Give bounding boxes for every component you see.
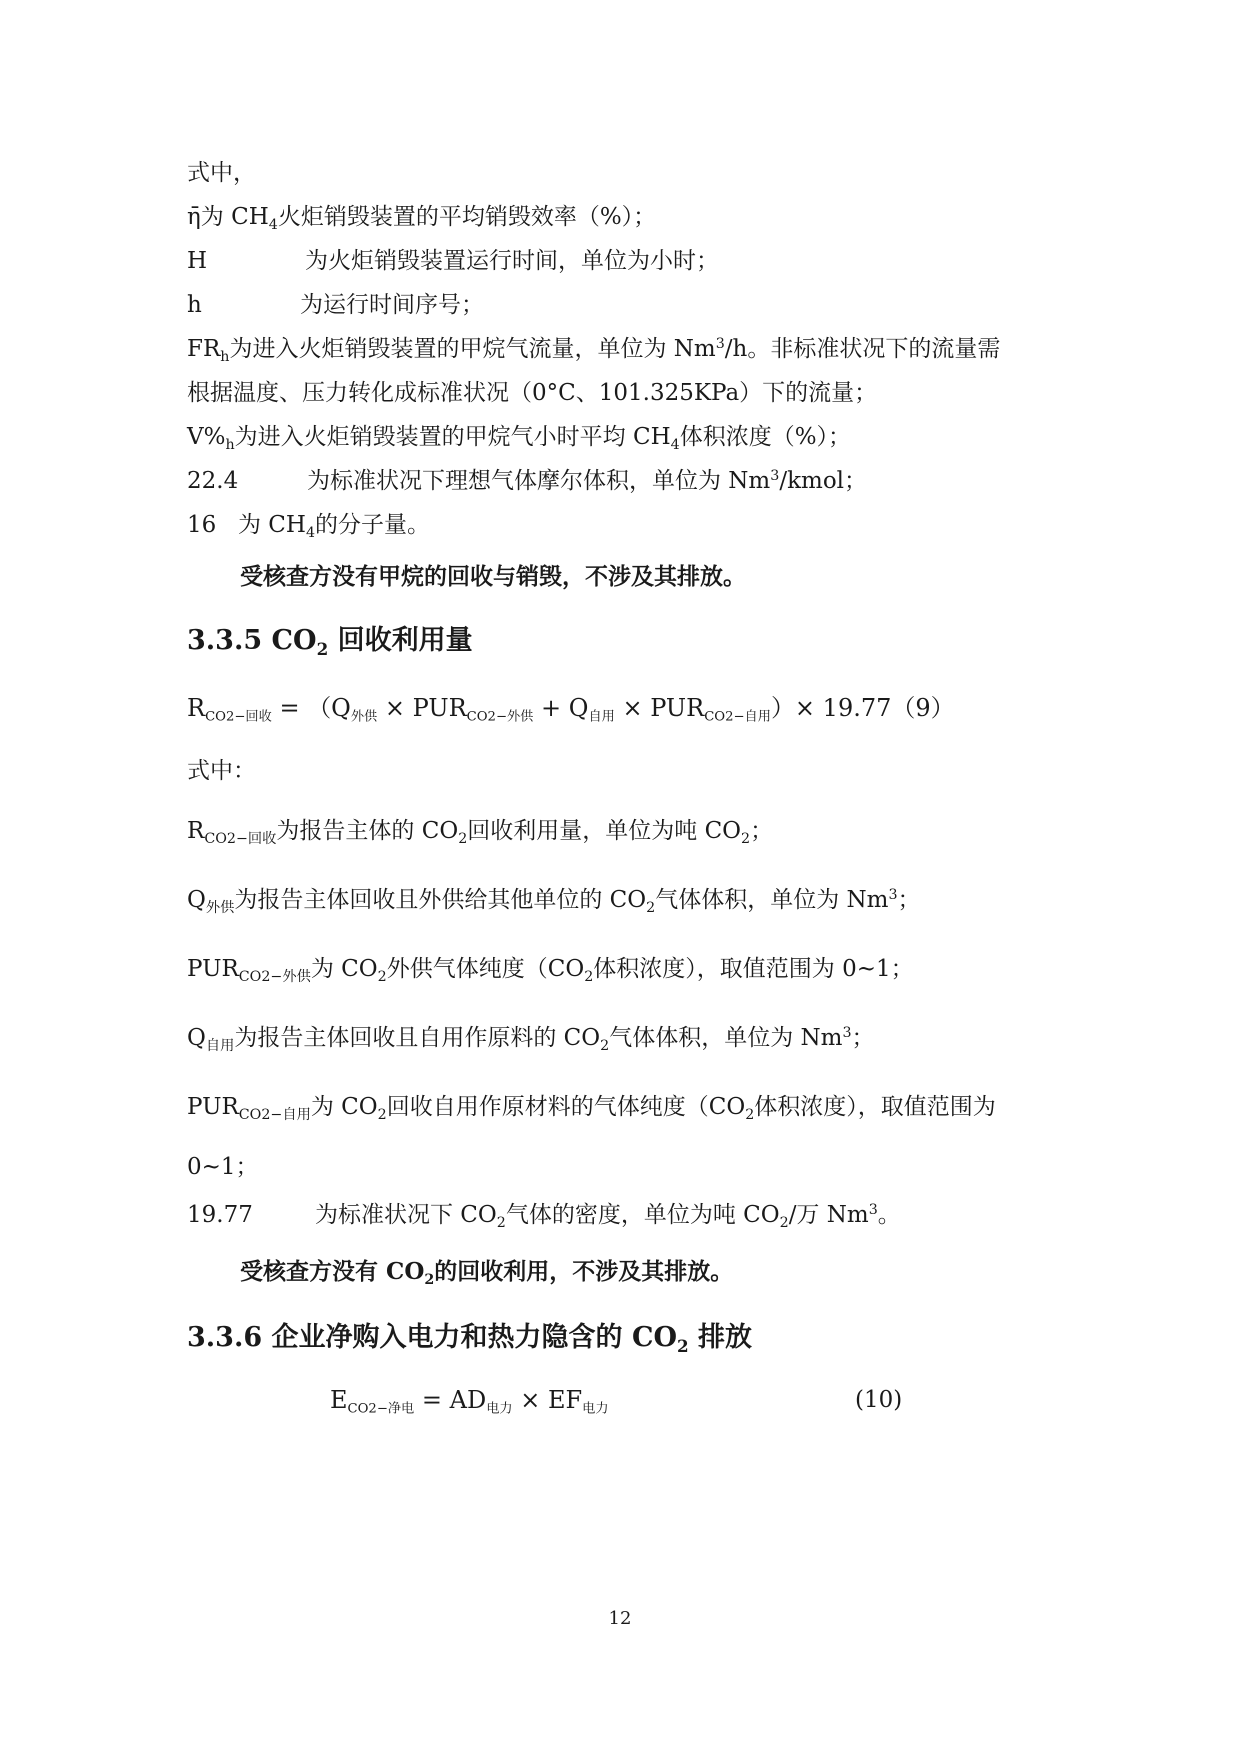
heading-3-3-6: 3.3.6 企业净购入电力和热力隐含的 $CO_2$ 排放 xyxy=(187,1322,753,1356)
formula-9: $R_{CO2-回收} = (Q_{外供} \times PUR_{CO2-外供} + Q_{自用} \times PUR_{CO2-自用})\times 19.77(9)$ xyxy=(187,694,955,725)
heading-3-3-5: 3.3.5 $CO_2$ 回收利用量 xyxy=(187,625,473,659)
formula-10-number: (10) xyxy=(855,1387,903,1413)
definition-H: H 为火炬销毁装置运行时间，单位为小时； xyxy=(187,248,719,274)
where-intro: 式中， xyxy=(187,160,256,186)
definition-19-77: 19.77 为标准状况下 $CO_2$气体的密度，单位为吨 $CO_2/$万 Nm$^3$。 xyxy=(187,1202,901,1231)
definition-PUR-out: $PUR_{CO2-外供}$为 $CO_2$外供气体纯度（$CO_2$体积浓度），取值范围为 0~1； xyxy=(187,956,914,985)
definition-16: 16 为 $CH_4$的分子量。 xyxy=(187,512,431,541)
definition-R: $R_{CO2-回收}$为报告主体的 $CO_2$回收利用量，单位为吨 $CO_2$； xyxy=(187,818,774,847)
conclusion-methane: 受核查方没有甲烷的回收与销毁，不涉及其排放。 xyxy=(240,563,746,590)
where-intro-2: 式中： xyxy=(187,758,256,784)
formula-10: $E_{CO2-净电} = AD_{电力} \times EF_{电力}$ xyxy=(330,1386,609,1417)
definition-V: $V\%_h$为进入火炬销毁装置的甲烷气小时平均 $CH_4$体积浓度（%）； xyxy=(187,424,852,453)
definition-FR-line2: 根据温度、压力转化成标准状况（0°C、101.325KPa）下的流量； xyxy=(187,380,878,406)
definition-eta: η̄为 $CH_4$火炬销毁装置的平均销毁效率（%）； xyxy=(187,204,657,233)
page-number: 12 xyxy=(608,1608,632,1629)
conclusion-co2-recovery: 受核查方没有 $CO_2$的回收利用，不涉及其排放。 xyxy=(240,1258,734,1288)
definition-PUR-self-line2: 0~1； xyxy=(187,1154,259,1180)
definition-FR: $FR_h$为进入火炬销毁装置的甲烷气流量，单位为 Nm$^3$/h。非标准状况下的流量需 xyxy=(187,336,1001,365)
definition-22-4: 22.4 为标准状况下理想气体摩尔体积，单位为 Nm$^3$/kmol； xyxy=(187,468,868,494)
definition-Q-out: $Q_{外供}$为报告主体回收且外供给其他单位的 $CO_2$气体体积，单位为 Nm$^3$； xyxy=(187,887,921,916)
definition-h: h 为运行时间序号； xyxy=(187,292,484,318)
definition-PUR-self: $PUR_{CO2-自用}$为 $CO_2$回收自用作原材料的气体纯度（$CO_2$体积浓度），取值范围为 xyxy=(187,1094,996,1123)
definition-Q-self: $Q_{自用}$为报告主体回收且自用作原料的 $CO_2$气体体积，单位为 Nm$^3$； xyxy=(187,1025,875,1054)
